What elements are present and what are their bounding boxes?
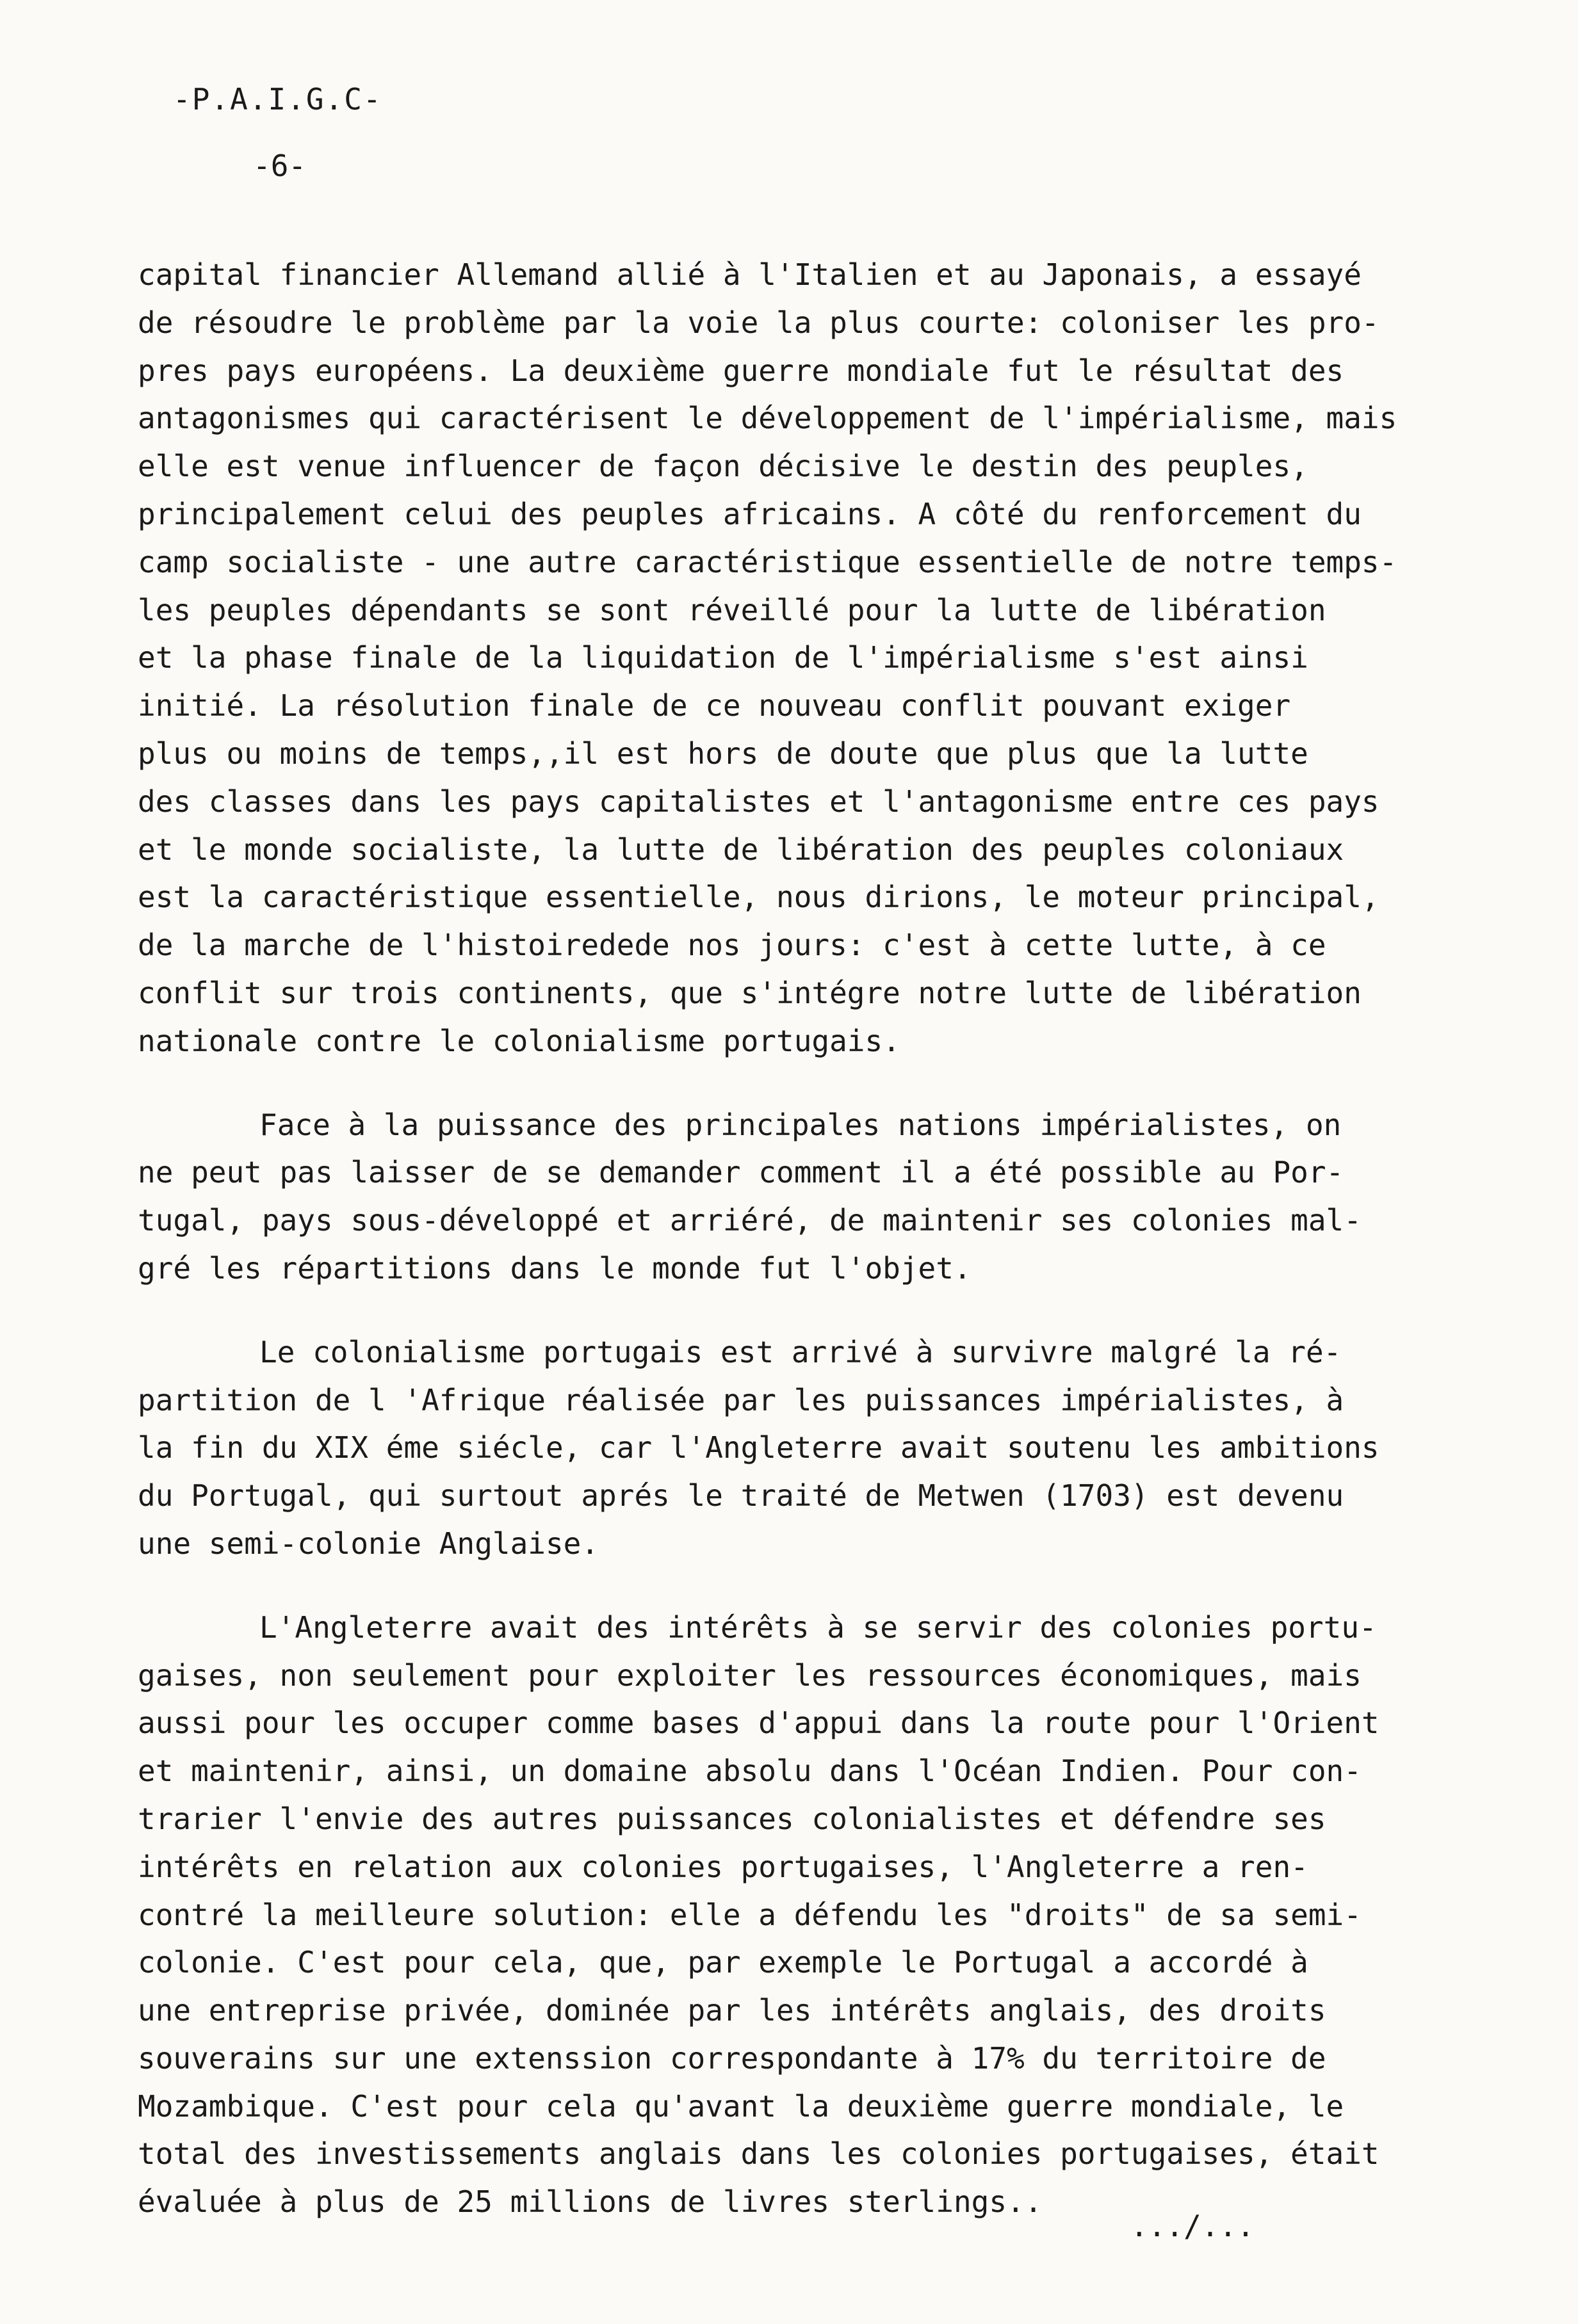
text-line: la fin du XIX éme siécle, car l'Angleterre avait soutenu les ambitions [138,1430,1379,1465]
text-line: aussi pour les occuper comme bases d'appui dans la route pour l'Orient [138,1706,1379,1741]
paragraph-gap [138,1065,1534,1101]
text-line: Face à la puissance des principales nations impérialistes, on [259,1107,1342,1142]
text-line: est la caractéristique essentielle, nous dirions, le moteur principal, [138,880,1379,915]
text-line: colonie. C'est pour cela, que, par exemple le Portugal a accordé à [138,1945,1308,1980]
text-line: L'Angleterre avait des intérêts à se servir des colonies portu- [259,1610,1377,1645]
text-line: elle est venue influencer de façon décisive le destin des peuples, [138,449,1308,484]
paragraph [138,1101,1534,1293]
text-line: intérêts en relation aux colonies portugaises, l'Angleterre a ren- [138,1849,1308,1884]
text-line: gré les répartitions dans le monde fut l'objet. [138,1250,972,1286]
text-line: de la marche de l'histoiredede nos jours: c'est à cette lutte, à ce [138,928,1326,963]
text-line: partition de l 'Afrique réalisée par les puissances impérialistes, à [138,1382,1344,1417]
text-line: des classes dans les pays capitalistes et l'antagonisme entre ces pays [138,784,1379,819]
text-line: du Portugal, qui surtout aprés le traité de Metwen (1703) est devenu [138,1478,1344,1513]
text-line: antagonismes qui caractérisent le développement de l'impérialisme, mais [138,401,1397,436]
paragraph-gap [138,1568,1534,1604]
text-line: trarier l'envie des autres puissances colonialistes et défendre ses [138,1801,1326,1836]
text-line: les peuples dépendants se sont réveillé pour la lutte de libération [138,592,1326,627]
text-line: une semi-colonie Anglaise. [138,1526,599,1561]
text-line: Le colonialisme portugais est arrivé à survivre malgré la ré- [259,1334,1342,1369]
text-line: souverains sur une extenssion correspondante à 17% du territoire de [138,2040,1326,2076]
page-number: -6- [253,149,307,183]
text-line: total des investissements anglais dans les colonies portugaises, était [138,2136,1379,2172]
text-line: évaluée à plus de 25 millions de livres sterlings.. [138,2184,1043,2220]
paragraph [138,1604,1534,2226]
text-line: et le monde socialiste, la lutte de libération des peuples coloniaux [138,832,1344,867]
organization-header: -P.A.I.G.C- [173,82,382,117]
continuation-marker: .../... [1130,2209,1255,2243]
text-line: de résoudre le problème par la voie la plus courte: coloniser les pro- [138,305,1379,340]
text-line: camp socialiste - une autre caractéristique essentielle de notre temps- [138,544,1397,579]
text-line: nationale contre le colonialisme portugais. [138,1023,900,1058]
text-line: et la phase finale de la liquidation de l'impérialisme s'est ainsi [138,640,1308,675]
text-line: conflit sur trois continents, que s'intégre notre lutte de libération [138,975,1362,1010]
text-line: pres pays européens. La deuxième guerre mondiale fut le résultat des [138,353,1344,388]
text-line: capital financier Allemand allié à l'Italien et au Japonais, a essayé [138,257,1362,292]
text-line: initié. La résolution finale de ce nouveau conflit pouvant exiger [138,688,1291,723]
text-line: contré la meilleure solution: elle a défendu les "droits" de sa semi- [138,1897,1362,1932]
paragraph [138,1328,1534,1568]
text-line: gaises, non seulement pour exploiter les ressources économiques, mais [138,1658,1362,1693]
text-line: tugal, pays sous-développé et arriéré, de maintenir ses colonies mal- [138,1203,1362,1238]
document-body [138,251,1534,2226]
text-line: et maintenir, ainsi, un domaine absolu dans l'Océan Indien. Pour con- [138,1754,1362,1789]
paragraph-gap [138,1293,1534,1328]
text-line: Mozambique. C'est pour cela qu'avant la deuxième guerre mondiale, le [138,2088,1344,2124]
text-line: ne peut pas laisser de se demander comment il a été possible au Por- [138,1155,1344,1190]
text-line: une entreprise privée, dominée par les intérêts anglais, des droits [138,1993,1326,2028]
paragraph [138,251,1534,1065]
text-line: principalement celui des peuples africains. A côté du renforcement du [138,496,1362,531]
text-line: plus ou moins de temps,,il est hors de doute que plus que la lutte [138,736,1308,771]
